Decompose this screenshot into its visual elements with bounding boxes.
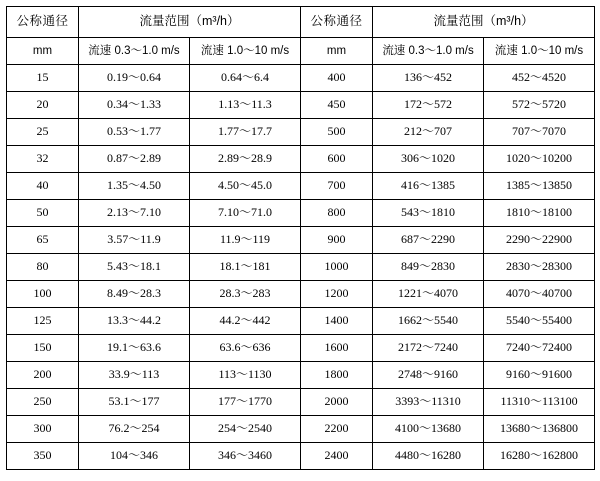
cell-high-left: 254～2540 [190, 416, 301, 443]
cell-high-right: 13680～136800 [484, 416, 595, 443]
cell-high-left: 113～1130 [190, 362, 301, 389]
cell-high-left: 1.77～17.7 [190, 119, 301, 146]
cell-high-right: 5540～55400 [484, 308, 595, 335]
cell-low-left: 13.3～44.2 [79, 308, 190, 335]
table-row [7, 389, 595, 416]
cell-low-right: 2748～9160 [373, 362, 484, 389]
cell-dn-right: 1200 [301, 281, 373, 308]
cell-high-right: 1020～10200 [484, 146, 595, 173]
cell-dn-right: 600 [301, 146, 373, 173]
cell-dn-left: 80 [7, 254, 79, 281]
cell-high-left: 346～3460 [190, 443, 301, 470]
flow-range-table [6, 6, 595, 470]
cell-low-left: 0.87～2.89 [79, 146, 190, 173]
cell-dn-left: 15 [7, 65, 79, 92]
table-row [7, 92, 595, 119]
cell-high-right: 7240～72400 [484, 335, 595, 362]
cell-high-right: 16280～162800 [484, 443, 595, 470]
cell-dn-right: 1800 [301, 362, 373, 389]
table-row [7, 335, 595, 362]
cell-high-left: 1.13～11.3 [190, 92, 301, 119]
table-row [7, 443, 595, 470]
table-row [7, 200, 595, 227]
cell-low-right: 4480～16280 [373, 443, 484, 470]
cell-low-left: 33.9～113 [79, 362, 190, 389]
cell-low-left: 3.57～11.9 [79, 227, 190, 254]
cell-high-right: 9160～91600 [484, 362, 595, 389]
cell-high-right: 452～4520 [484, 65, 595, 92]
cell-high-left: 28.3～283 [190, 281, 301, 308]
cell-low-right: 3393～11310 [373, 389, 484, 416]
cell-low-left: 2.13～7.10 [79, 200, 190, 227]
cell-dn-right: 2200 [301, 416, 373, 443]
cell-dn-left: 150 [7, 335, 79, 362]
cell-dn-left: 125 [7, 308, 79, 335]
cell-dn-right: 450 [301, 92, 373, 119]
cell-low-left: 1.35～4.50 [79, 173, 190, 200]
cell-dn-left: 350 [7, 443, 79, 470]
header-speed-high-right: 流速 1.0～10 m/s [484, 38, 595, 65]
cell-dn-left: 20 [7, 92, 79, 119]
cell-high-right: 2830～28300 [484, 254, 595, 281]
cell-low-left: 19.1～63.6 [79, 335, 190, 362]
table-row [7, 65, 595, 92]
cell-low-left: 5.43～18.1 [79, 254, 190, 281]
table-header-row-top [7, 7, 595, 38]
table-row [7, 416, 595, 443]
cell-low-right: 687～2290 [373, 227, 484, 254]
cell-low-right: 4100～13680 [373, 416, 484, 443]
cell-dn-right: 1600 [301, 335, 373, 362]
cell-high-right: 572～5720 [484, 92, 595, 119]
cell-high-left: 44.2～442 [190, 308, 301, 335]
cell-low-right: 306～1020 [373, 146, 484, 173]
cell-dn-right: 400 [301, 65, 373, 92]
cell-high-right: 2290～22900 [484, 227, 595, 254]
cell-dn-right: 800 [301, 200, 373, 227]
cell-dn-right: 2000 [301, 389, 373, 416]
header-nominal-diameter-right: 公称通径 [301, 7, 373, 38]
cell-low-right: 136～452 [373, 65, 484, 92]
cell-low-left: 8.49～28.3 [79, 281, 190, 308]
cell-high-right: 11310～113100 [484, 389, 595, 416]
cell-dn-left: 25 [7, 119, 79, 146]
cell-low-left: 0.53～1.77 [79, 119, 190, 146]
cell-dn-left: 65 [7, 227, 79, 254]
cell-low-left: 0.19～0.64 [79, 65, 190, 92]
cell-dn-left: 50 [7, 200, 79, 227]
cell-dn-left: 300 [7, 416, 79, 443]
cell-high-right: 4070～40700 [484, 281, 595, 308]
cell-high-left: 177～1770 [190, 389, 301, 416]
cell-dn-right: 500 [301, 119, 373, 146]
cell-high-right: 1385～13850 [484, 173, 595, 200]
cell-dn-left: 100 [7, 281, 79, 308]
cell-dn-right: 1000 [301, 254, 373, 281]
cell-low-right: 212～707 [373, 119, 484, 146]
cell-high-left: 18.1～181 [190, 254, 301, 281]
cell-low-right: 1662～5540 [373, 308, 484, 335]
cell-dn-left: 200 [7, 362, 79, 389]
cell-high-left: 11.9～119 [190, 227, 301, 254]
cell-low-right: 416～1385 [373, 173, 484, 200]
cell-high-left: 0.64～6.4 [190, 65, 301, 92]
cell-low-right: 1221～4070 [373, 281, 484, 308]
cell-low-left: 104～346 [79, 443, 190, 470]
cell-high-right: 1810～18100 [484, 200, 595, 227]
header-unit-mm-left: mm [7, 38, 79, 65]
cell-dn-right: 1400 [301, 308, 373, 335]
cell-low-left: 0.34～1.33 [79, 92, 190, 119]
cell-dn-left: 250 [7, 389, 79, 416]
cell-dn-right: 700 [301, 173, 373, 200]
table-row [7, 119, 595, 146]
cell-high-left: 4.50～45.0 [190, 173, 301, 200]
cell-dn-left: 32 [7, 146, 79, 173]
cell-high-left: 7.10～71.0 [190, 200, 301, 227]
cell-low-right: 849～2830 [373, 254, 484, 281]
cell-high-left: 63.6～636 [190, 335, 301, 362]
table-row [7, 281, 595, 308]
cell-low-left: 53.1～177 [79, 389, 190, 416]
cell-high-left: 2.89～28.9 [190, 146, 301, 173]
table-row [7, 254, 595, 281]
cell-high-right: 707～7070 [484, 119, 595, 146]
cell-dn-right: 2400 [301, 443, 373, 470]
cell-dn-left: 40 [7, 173, 79, 200]
table-row [7, 173, 595, 200]
header-speed-high-left: 流速 1.0～10 m/s [190, 38, 301, 65]
header-flow-range-right: 流量范围（m³/h） [373, 7, 595, 38]
cell-low-right: 172～572 [373, 92, 484, 119]
header-flow-range-left: 流量范围（m³/h） [79, 7, 301, 38]
table-row [7, 146, 595, 173]
header-nominal-diameter-left: 公称通径 [7, 7, 79, 38]
header-unit-mm-right: mm [301, 38, 373, 65]
table-row [7, 227, 595, 254]
cell-dn-right: 900 [301, 227, 373, 254]
cell-low-right: 543～1810 [373, 200, 484, 227]
header-speed-low-left: 流速 0.3～1.0 m/s [79, 38, 190, 65]
table-row [7, 362, 595, 389]
cell-low-right: 2172～7240 [373, 335, 484, 362]
table-row [7, 308, 595, 335]
table-header-row-units [7, 38, 595, 65]
cell-low-left: 76.2～254 [79, 416, 190, 443]
header-speed-low-right: 流速 0.3～1.0 m/s [373, 38, 484, 65]
